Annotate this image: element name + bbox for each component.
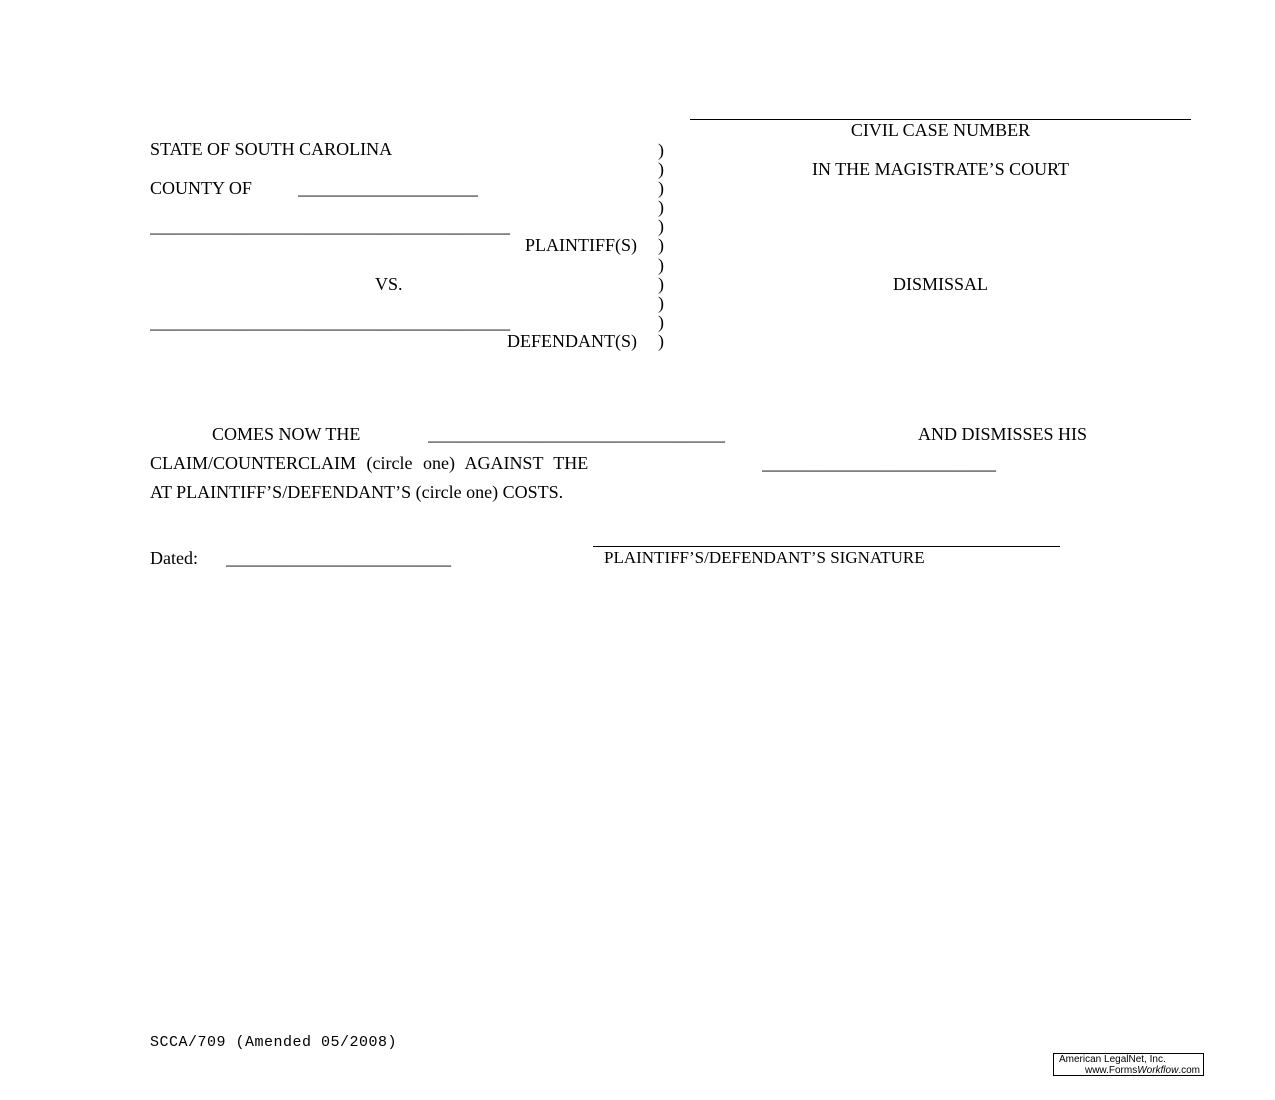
caption-paren: ) (658, 331, 664, 351)
vendor-url (1057, 1065, 1200, 1076)
plaintiff-name-blank: ________________________________________ (150, 217, 510, 235)
vendor-url-prefix: www.Forms (1084, 1065, 1138, 1076)
body-line3: AT PLAINTIFF’S/DEFENDANT’S (circle one) COSTS. (150, 482, 564, 502)
document-title: DISMISSAL (892, 274, 989, 294)
body-line1-end: AND DISMISSES HIS (917, 424, 1087, 444)
dismissing-party-blank: _________________________________ (428, 425, 725, 443)
caption-paren: ) (658, 235, 664, 255)
county-label: COUNTY OF (150, 178, 252, 198)
vendor-badge (1053, 1053, 1204, 1076)
civil-case-number-label: CIVIL CASE NUMBER (850, 120, 1031, 140)
defendant-name-blank: ________________________________________ (150, 313, 510, 331)
vs-label: VS. (375, 274, 403, 294)
state-label: STATE OF SOUTH CAROLINA (150, 139, 393, 159)
vendor-name: American LegalNet, Inc. (1059, 1054, 1166, 1065)
caption-paren: ) (658, 312, 664, 332)
plaintiff-label: PLAINTIFF(S) (524, 235, 637, 255)
vendor-url-italic: Workflow (1137, 1065, 1179, 1076)
dated-label: Dated: (150, 548, 198, 568)
caption-paren: ) (658, 197, 664, 217)
vendor-url-suffix: .com (1178, 1065, 1200, 1076)
caption-paren: ) (658, 293, 664, 313)
caption-paren: ) (658, 274, 664, 294)
body-line1-start: COMES NOW THE (212, 424, 361, 444)
form-id: SCCA/709 (Amended 05/2008) (150, 1034, 398, 1051)
signature-line (593, 546, 1060, 547)
caption-paren: ) (658, 216, 664, 236)
caption-paren: ) (658, 159, 664, 179)
dated-blank: _________________________ (226, 549, 451, 567)
county-blank: ____________________ (298, 179, 478, 197)
signature-label: PLAINTIFF’S/DEFENDANT’S SIGNATURE (604, 548, 925, 567)
caption-paren: ) (658, 140, 664, 160)
caption-paren: ) (658, 255, 664, 275)
court-label: IN THE MAGISTRATE’S COURT (811, 159, 1070, 179)
opposing-party-blank: __________________________ (762, 454, 996, 472)
caption-paren: ) (658, 178, 664, 198)
defendant-label: DEFENDANT(S) (507, 331, 637, 351)
body-line2-start: CLAIM/COUNTERCLAIM (circle one) AGAINST THE (150, 453, 589, 473)
